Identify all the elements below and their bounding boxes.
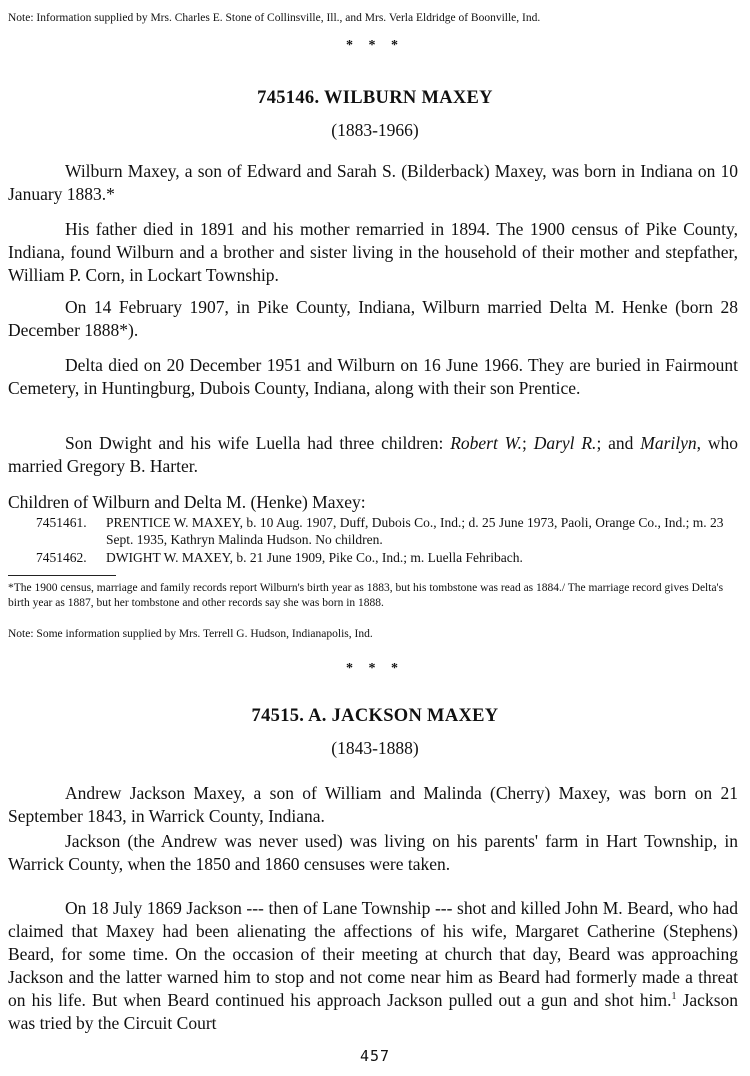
footnote: *The 1900 census, marriage and family records report Wilburn's birth year as 1883, but his tombstone was read as 1884./ The marriage record gives Delta's birth year as 1887, but her tombstone and other records say she was born in 1888. [8, 582, 724, 609]
section-dates-wilburn: (1883-1966) [331, 120, 419, 140]
paragraph: Andrew Jackson Maxey, a son of William and Malinda (Cherry) Maxey, was born on 21 September 1843, in Warrick County, Indiana. [8, 783, 738, 826]
paragraph: His father died in 1891 and his mother remarried in 1894. The 1900 census of Pike County, Indiana, found Wilburn and a brother and sister living in the household of their mother and stepfather, William P. Corn, in Lockart Township. [8, 219, 738, 285]
child-text: PRENTICE W. MAXEY, b. 10 Aug. 1907, Duff, Dubois Co., Ind.; d. 25 June 1973, Paoli, Orange Co., Ind.; m. 23 Sept. 1935, Kathryn Malinda Hudson. No children. [106, 515, 724, 547]
section-heading-wilburn: 745146. WILBURN MAXEY [257, 88, 493, 108]
child-number: 7451462. [36, 550, 87, 565]
paragraph: Wilburn Maxey, a son of Edward and Sarah S. (Bilderback) Maxey, was born in Indiana on 10 January 1883.* [8, 161, 738, 204]
source-note: Note: Some information supplied by Mrs. Terrell G. Hudson, Indianapolis, Ind. [8, 628, 373, 640]
separator-stars: * * * [346, 38, 404, 53]
child-entry [36, 514, 742, 548]
child-name: Marilyn [640, 433, 697, 453]
children-heading: Children of Wilburn and Delta M. (Henke) Maxey: [8, 492, 366, 512]
paragraph: On 14 February 1907, in Pike County, Indiana, Wilburn married Delta M. Henke (born 28 December 1888*). [8, 297, 738, 340]
child-name: Robert W. [450, 433, 522, 453]
section-heading-jackson: 74515. A. JACKSON MAXEY [251, 706, 499, 726]
footnote-rule [8, 575, 116, 576]
child-number: 7451461. [36, 515, 87, 530]
footnote-ref: 1 [671, 991, 677, 1003]
separator-stars: * * * [346, 661, 404, 676]
section-dates-jackson: (1843-1888) [331, 738, 419, 758]
paragraph: Delta died on 20 December 1951 and Wilburn on 16 June 1966. They are buried in Fairmount Cemetery, in Huntingburg, Dubois County, Indiana, along with their son Prentice. [8, 355, 738, 398]
paragraph: Son Dwight and his wife Luella had three children: Robert W.; Daryl R.; and Marilyn, who married Gregory B. Harter. [8, 433, 738, 476]
page-number: 457 [359, 1047, 391, 1065]
child-name: Daryl R. [533, 433, 597, 453]
child-entry [36, 549, 742, 566]
paragraph: Jackson (the Andrew was never used) was living on his parents' farm in Hart Township, in Warrick County, when the 1850 and 1860 censuses were taken. [8, 831, 738, 874]
top-note: Note: Information supplied by Mrs. Charles E. Stone of Collinsville, Ill., and Mrs. Verla Eldridge of Boonville, Ind. [8, 12, 541, 24]
child-text: DWIGHT W. MAXEY, b. 21 June 1909, Pike Co., Ind.; m. Luella Fehribach. [106, 550, 523, 565]
paragraph: On 18 July 1869 Jackson --- then of Lane Township --- shot and killed John M. Beard, who had claimed that Maxey had been alienating the affections of his wife, Margaret Catherine (Stephens) Beard, for some time. On the occasion of their meeting at church that day, Beard was approaching Jackson and the latter warned him to stop and not come near him as Beard had formerly made a threat on his life. But when Beard continued his approach Jackson pulled out a gun and shot him.$^1$ Jackson was tried by the Circuit Court [8, 898, 738, 1033]
